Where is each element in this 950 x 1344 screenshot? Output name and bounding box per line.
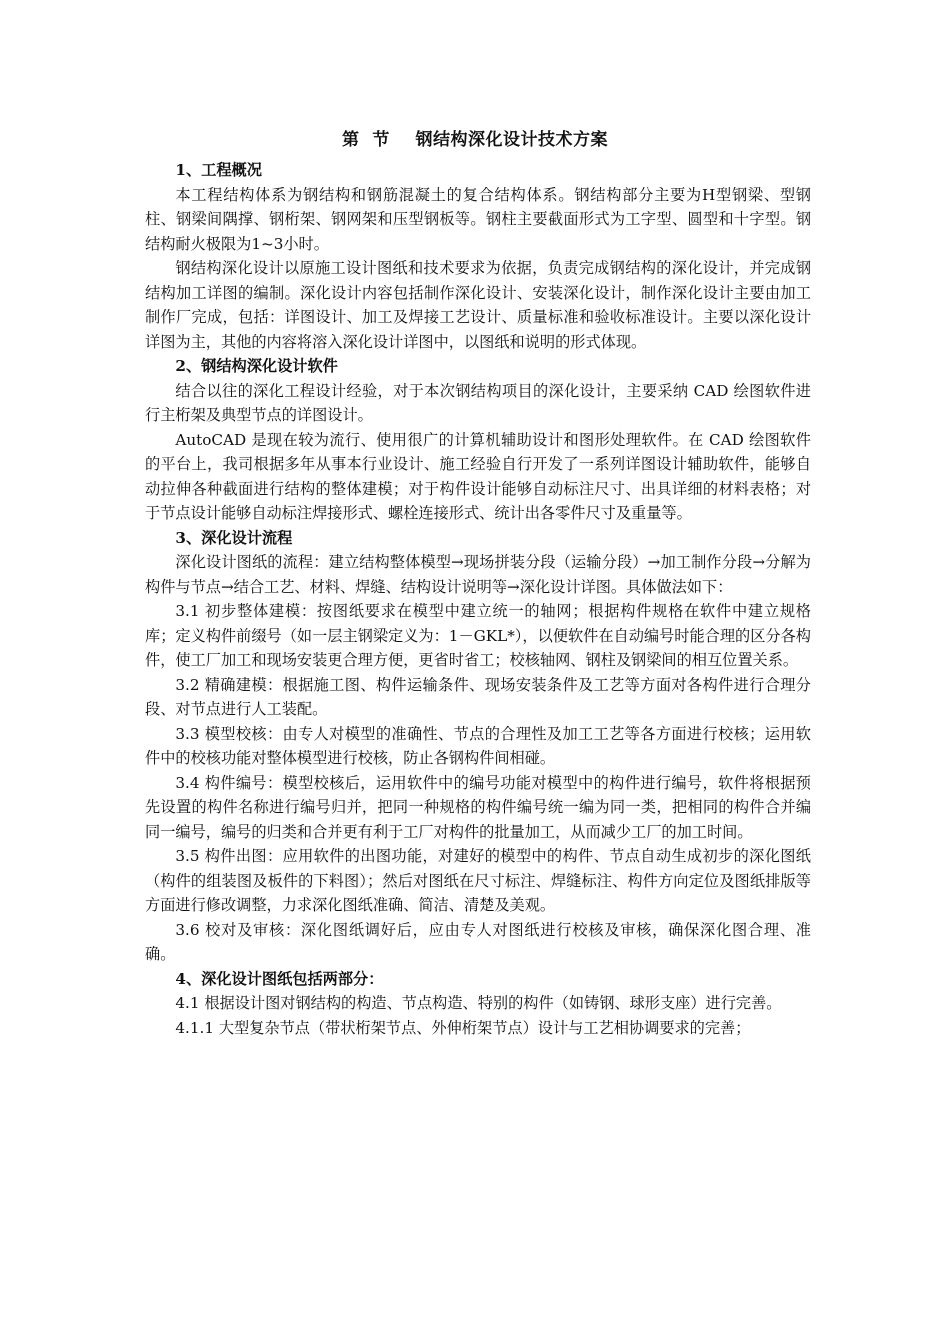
body-paragraph: 3.4 构件编号：模型校核后，运用软件中的编号功能对模型中的构件进行编号，软件将根据预先设置的构件名称进行编号归并，把同一种规格的构件编号统一编为同一类，把相同的构件合并编同一编号，编号的归类和合并更有利于工厂对构件的批量加工，从而减少工厂的加工时间。	[145, 773, 811, 841]
page-title: 第 节 钢结构深化设计技术方案	[341, 130, 608, 150]
document-body	[145, 158, 811, 1040]
body-paragraph: 钢结构深化设计以原施工设计图纸和技术要求为依据，负责完成钢结构的深化设计，并完成钢结构加工详图的编制。深化设计内容包括制作深化设计、安装深化设计，制作深化设计主要由加工制作厂完成，包括：详图设计、加工及焊接工艺设计、质量标准和验收标准设计。主要以深化设计详图为主，其他的内容将溶入深化设计详图中，以图纸和说明的形式体现。	[145, 259, 811, 351]
section-heading: 1、工程概况	[175, 161, 262, 179]
body-paragraph: 4.1 根据设计图对钢结构的构造、节点构造、特别的构件（如铸钢、球形支座）进行完善。	[175, 994, 782, 1012]
body-paragraph: 3.6 校对及审核：深化图纸调好后，应由专人对图纸进行校核及审核，确保深化图合理、准确。	[145, 920, 811, 963]
body-paragraph: 3.1 初步整体建模：按图纸要求在模型中建立统一的轴网；根据构件规格在软件中建立规格库；定义构件前缀号（如一层主钢梁定义为：1－GKL*），以便软件在自动编号时能合理的区分各构件，使工厂加工和现场安装更合理方便，更省时省工；校核轴网、钢柱及钢梁间的相互位置关系。	[145, 602, 811, 669]
body-paragraph: 3.5 构件出图：应用软件的出图功能，对建好的模型中的构件、节点自动生成初步的深化图纸（构件的组装图及板件的下料图）；然后对图纸在尺寸标注、焊缝标注、构件方向定位及图纸排版等方面进行修改调整，力求深化图纸准确、简洁、清楚及美观。	[145, 847, 811, 914]
body-paragraph: 深化设计图纸的流程：建立结构整体模型→现场拼装分段（运输分段）→加工制作分段→分解为构件与节点→结合工艺、材料、焊缝、结构设计说明等→深化设计详图。具体做法如下：	[145, 553, 811, 596]
body-paragraph: 3.2 精确建模：根据施工图、构件运输条件、现场安装条件及工艺等方面对各构件进行合理分段、对节点进行人工装配。	[145, 675, 811, 718]
body-paragraph: 本工程结构体系为钢结构和钢筋混凝土的复合结构体系。钢结构部分主要为H型钢梁、型钢柱、钢梁间隅撑、钢桁架、钢网架和压型钢板等。钢柱主要截面形式为工字型、圆型和十字型。钢结构耐火极限为1~3小时。	[145, 185, 811, 253]
body-paragraph: 结合以往的深化工程设计经验，对于本次钢结构项目的深化设计，主要采纳 CAD 绘图软件进行主桁架及典型节点的详图设计。	[145, 381, 811, 424]
section-heading: 3、深化设计流程	[175, 528, 293, 547]
body-paragraph: 3.3 模型校核：由专人对模型的准确性、节点的合理性及加工工艺等各方面进行校核；运用软件中的校核功能对整体模型进行校核，防止各钢构件间相碰。	[145, 724, 811, 767]
section-heading: 4、深化设计图纸包括两部分：	[175, 969, 384, 988]
section-heading: 2、钢结构深化设计软件	[175, 357, 338, 375]
body-paragraph: 4.1.1 大型复杂节点（带状桁架节点、外伸桁架节点）设计与工艺相协调要求的完善；	[175, 1018, 751, 1037]
body-paragraph: AutoCAD 是现在较为流行、使用很广的计算机辅助设计和图形处理软件。在 CAD 绘图软件的平台上，我司根据多年从事本行业设计、施工经验自行开发了一系列详图设计辅助软件，能够自动拉伸各种截面进行结构的整体建模；对于构件设计能够自动标注尺寸、出具详细的材料表格；对于节点设计能够自动标注焊接形式、螺栓连接形式、统计出各零件尺寸及重量等。	[145, 430, 811, 522]
